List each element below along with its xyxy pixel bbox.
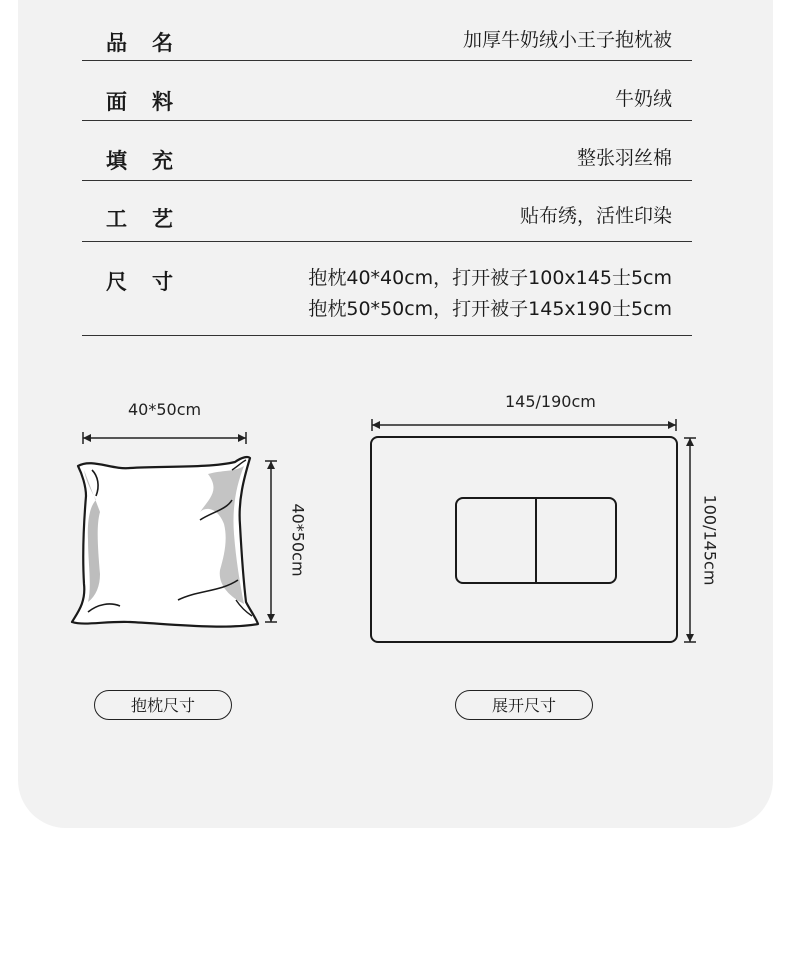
- spec-label: 工艺: [106, 207, 198, 231]
- spec-value: 牛奶绒: [614, 88, 672, 110]
- quilt-height-label: 100/145cm: [700, 494, 720, 586]
- pillow-size-tag: 抱枕尺寸: [94, 690, 232, 720]
- spec-value: 贴布绣，活性印染: [519, 205, 672, 227]
- quilt-size-tag: 展开尺寸: [455, 690, 593, 720]
- pillow-width-label: 40*50cm: [128, 400, 202, 419]
- spec-value: 抱枕40*40cm，打开被子100x145士5cm: [308, 267, 672, 289]
- spec-label: 填充: [106, 149, 198, 173]
- spec-value: 抱枕50*50cm，打开被子145x190士5cm: [308, 298, 672, 320]
- spec-label: 尺寸: [106, 270, 198, 294]
- quilt-width-label: 145/190cm: [505, 392, 596, 411]
- pillow-height-label: 40*50cm: [288, 503, 308, 577]
- spec-label: 面料: [106, 90, 198, 114]
- spec-value: 加厚牛奶绒小王子抱枕被: [462, 29, 672, 51]
- spec-label: 品名: [106, 31, 198, 55]
- spec-value: 整张羽丝棉: [576, 147, 672, 169]
